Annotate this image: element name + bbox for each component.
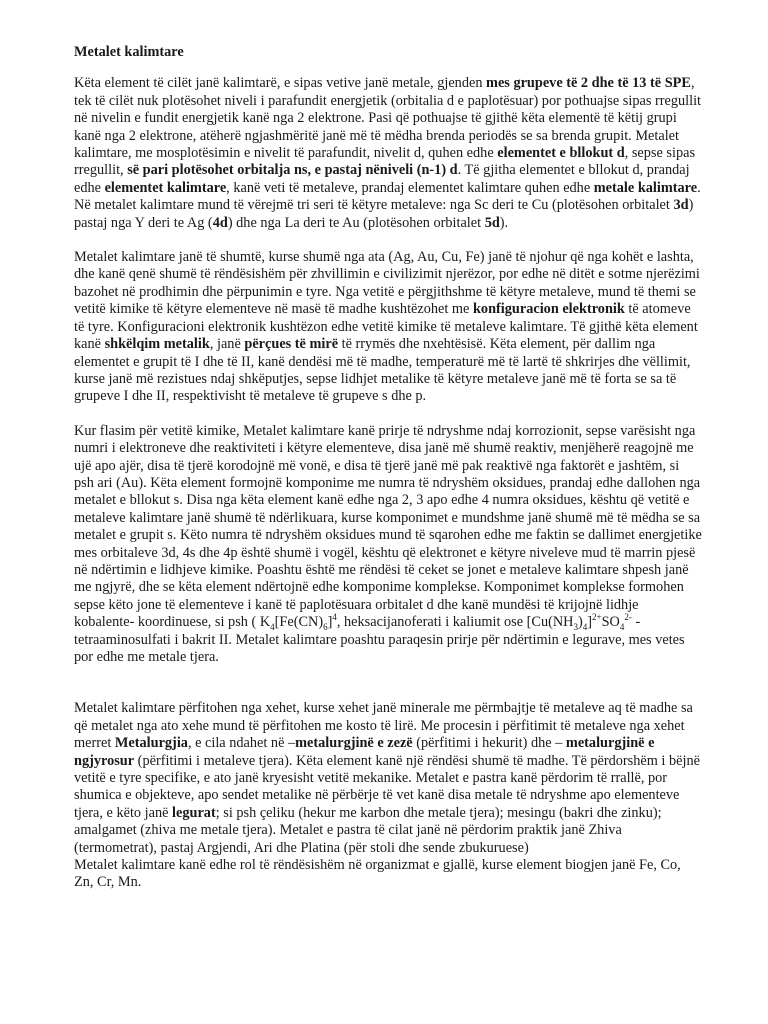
p4-run: metalurgjinë e zezë [295,735,413,752]
p3-run: , heksacijanoferati i kaliumit ose [Cu(NH [336,614,574,631]
p3-run: ) [578,614,583,631]
p2-run: konfiguracion elektronik [472,301,625,318]
p3-run: SO [601,614,620,631]
paragraph-2 [74,249,702,406]
p4-run: (përfitimi i metaleve tjera). Këta element kanë një rëndësi shumë të madhe. Të përdorshëm i bëjnë vetitë e tyre specifike, e ato janë kryesisht vetitë mekanike. Metalet e pastra kanë përdorim të rrallë, por shumica e objekteve, apo sendet metalike në përbërje të vet kanë disa metale të ndryshme apo elementeve tjera, e këto janë [74,752,700,821]
p1-run: 3d [673,197,689,214]
p4-run: ; si psh çeliku (hekur me karbon dhe metale tjera); mesingu (bakri dhe zinku); amalgamet (zhiva me metale tjera). Metalet e pastra të cilat janë në përdorim praktik janë Zhiva (termometrat), pastaj Argjendi, Ari dhe Platina (për stoli dhe sende zbukuruese) [74,804,662,856]
p3-run: 2+ [592,612,602,623]
paragraph-1 [74,75,702,232]
p4-run: legurat [172,804,216,821]
document-title: Metalet kalimtare [74,44,184,60]
p2-run: të rrymës dhe nxehtësisë. Këta element, për dallim nga elementet e grupit të I dhe të II, kanë dendësi më të madhe, temperaturë më të lartë të shkrirjes dhe vëllimit, kurse janë më rezistues ndaj shkëputjes, sepse lidhjet metalike të këtyre metaleve janë më të forta se sa të grupeve I dhe II, respektivisht të metaleve të grupeve s dhe p. [74,336,691,405]
document-body [74,44,702,892]
p2-run: Metalet kalimtare janë të shumtë, kurse shumë nga ata (Ag, Au, Cu, Fe) janë të njohur që nga kohët e lashta, dhe kanë qenë shumë të rëndësishëm për zhvillimin e civilizimit njerëzor, por edhe në ditët e sotme njerëzimi bazohet në prodhimin dhe përpunimin e tyre. Nga vetitë e përgjithshme të këtyre metaleve, mund të themi se vetitë kimike të këtyre elementeve në masë të madhe kushtëzohet me [74,249,700,318]
p1-run: ) dhe nga La deri te Au (plotësohen orbitalet [227,214,485,231]
p2-run: , janë [209,336,245,353]
p3-run: 4 [270,622,275,633]
p1-run: ). [499,214,509,231]
p1-run: , tek të cilët nuk plotësohet niveli i parafundit energjetik (orbitalia d e paplotësuar) por pothuajse sipas rregullit në nivelin e fundit energjetik kanë nga 2 elektrone. Pasi që pothuajse të gjithë këta elementë të këtij grupi kanë nga 2 elektrone, atëherë ngjashmëritë janë më të mëdha brenda periodës se sa brenda grupit. Metalet kalimtare, me mosplotësimin e nivelit të parafundit, nivelit d, quhen edhe [74,75,702,162]
p3-run: 6 [323,622,328,633]
p3-run: 3 [573,622,578,633]
p3-run: ] [327,614,333,631]
p1-run: , sepse sipas rregullit, [74,145,696,179]
p5-run: Metalet kalimtare kanë edhe rol të rëndësishëm në organizmat e gjallë, kurse element biogjen janë Fe, Co, Zn, Cr, Mn. [74,857,681,891]
paragraph-4 [74,700,702,857]
paragraph-3 [74,423,702,667]
paragraph-5 [74,857,702,892]
p1-run: . Në metalet kalimtare mund të vërejmë tri seri të këtyre metaleve: nga Sc deri te Cu (plotësohen orbitalet [74,179,701,214]
p3-run: 4 [582,622,588,633]
p3-run: ] [587,614,593,631]
p1-run: , kanë veti të metaleve, prandaj elementet kalimtare quhen edhe [226,179,594,196]
p3-run: - tetraaminosulfati i bakrit II. Metalet kalimtare poashtu paraqesin prirje për ndërtimin e legurave, mes vetes por edhe me metale tjera. [74,614,685,665]
p2-run: të atomeve të tyre. Konfiguracioni elektronik kushtëzon edhe vetitë kimike të metaleve kalimtare. Të gjithë këta element kanë [74,301,698,353]
p1-run: 5d [484,214,500,231]
p3-run: 2- [624,612,632,623]
p1-run: metale kalimtare [593,179,698,196]
p3-run: 4 [332,612,337,623]
p4-run: Metalurgjia [114,735,188,752]
p1-run: së pari plotësohet orbitalja ns, e pastaj nëniveli (n-1) d [127,162,458,179]
p4-run: (përfitimi i hekurit) dhe – [412,735,566,752]
p1-run: mes grupeve të 2 dhe të 13 të SPE [486,75,691,92]
p1-run: . Të gjitha elementet e bllokut d, prandaj edhe [74,162,690,196]
p4-run: Metalet kalimtare përfitohen nga xehet, kurse xehet janë minerale me përmbajtje të metaleve aq të madhe sa që metalet nga ato xehe mund të përfitohen me kosto të lirë. Me procesin i përfitimit të metaleve nga xehet merret [74,700,693,752]
p2-run: përçues të mirë [244,336,339,353]
p1-run: elementet e bllokut d [497,145,625,162]
p3-run: 4 [619,622,625,633]
p2-run: shkëlqim metalik [104,336,210,353]
p1-run: elementet kalimtare [104,179,227,196]
p1-run: 4d [212,214,228,231]
p4-run: metalurgjinë e ngjyrosur [74,735,655,769]
p3-run: [Fe(CN) [274,614,324,631]
p4-run: , e cila ndahet në – [187,735,296,752]
p1-run: Këta element të cilët janë kalimtarë, e sipas vetive janë metale, gjenden [74,75,487,92]
p1-run: ) pastaj nga Y deri te Ag ( [74,197,694,231]
p3-run: Kur flasim për vetitë kimike, Metalet kalimtare kanë prirje të ndryshme ndaj korrozionit, sepse varësisht nga numri i elektroneve dhe reaktiviteti i këtyre elementeve, disa janë më shumë reaktiv, menjëherë reagojnë me ujë apo ajër, disa të tjerë korodojnë më vonë, e disa të tjerë janë më pak reaktivë nga faktorët e jashtëm, si psh ari (Au). Këta element formojnë komponime me numra të ndryshëm oksidues, prandaj edhe dallohen nga metalet e bllokut s. Disa nga këta element kanë edhe nga 2, 3 apo edhe 4 numra oksidues, kështu që vetitë e metaleve kalimtare janë shumë të ndërlikuara, kurse komponimet e mundshme janë shumë më të mëdha se sa metalet e grupit s. Këto numra të ndryshëm oksidues mund të sqarohen edhe me faktin se dallimet energjetike mes orbitaleve 3d, 4s dhe 4p është shumë i vogël, kështu që elektronet e këtyre niveleve mud të marrin pjesë në ndërtimin e lidhjeve kimike. Poashtu është me rëndësi të ceket se jonet e metaleve kalimtare shpesh janë me ngjyrë, dhe se këta element ndërtojnë edhe komponime komplekse. Komponimet komplekse formohen sepse këto jone të elementeve i kanë të paplotësuara orbitalet d dhe kanë mundësi të krijojnë lidhje kobalente- koordinuese, si psh ( K [74,422,702,631]
